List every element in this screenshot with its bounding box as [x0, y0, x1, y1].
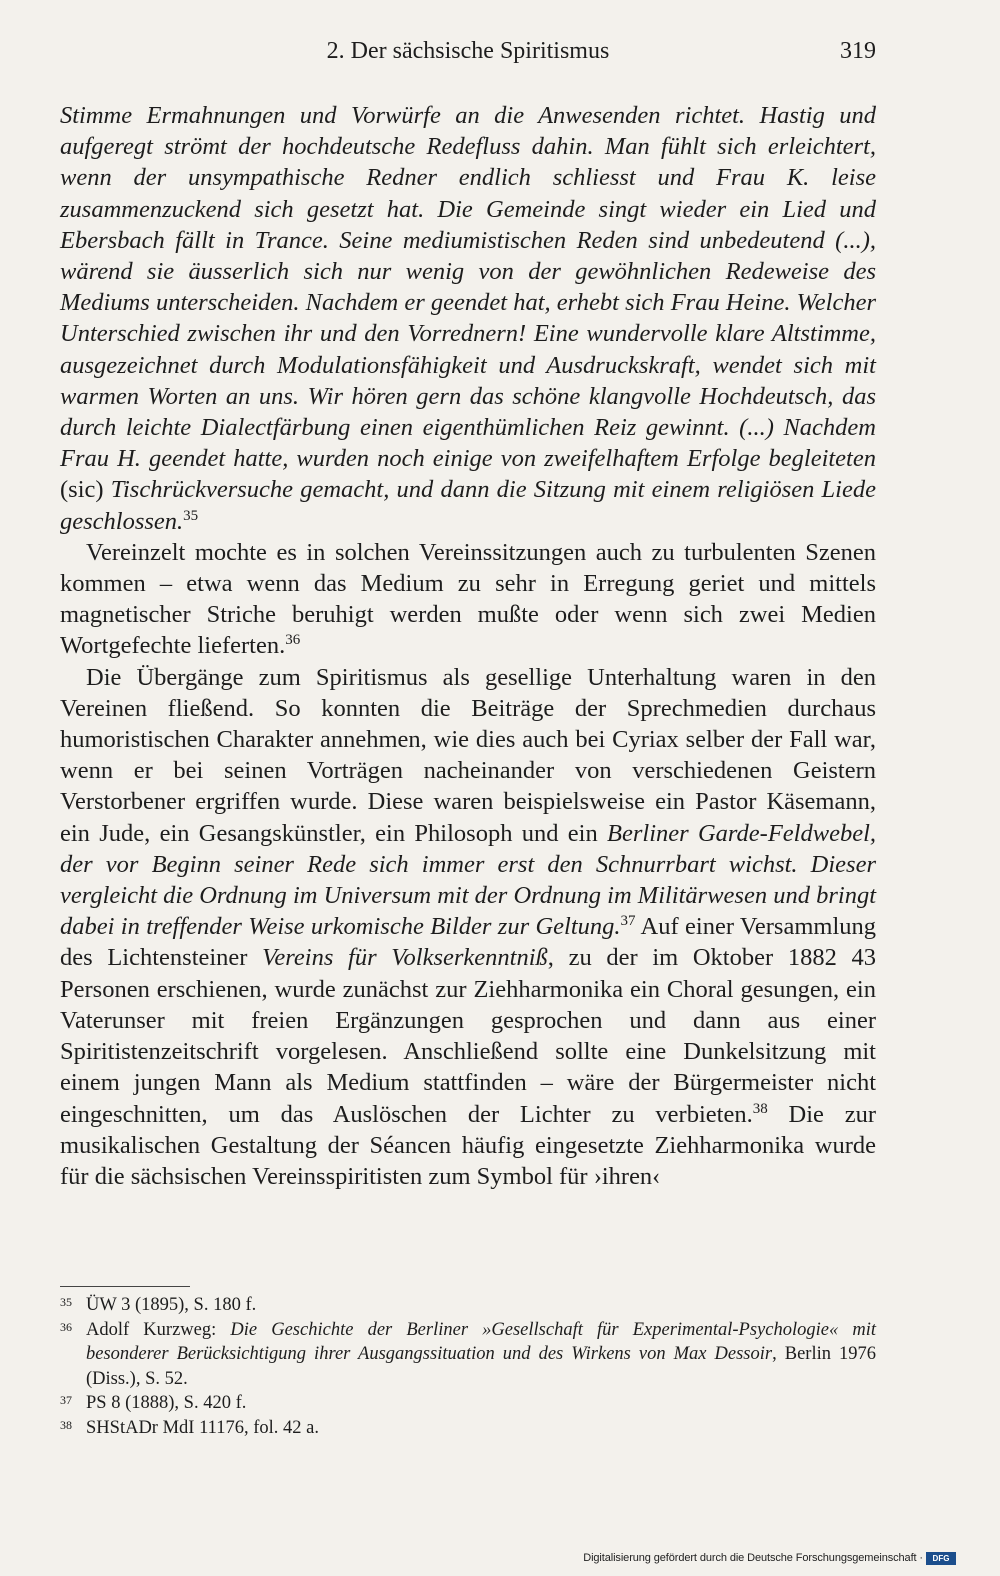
footnote-text: SHStADr MdI 11176, fol. 42 a. [86, 1417, 319, 1438]
footnote-36 [60, 1318, 876, 1392]
paragraph-2 [60, 537, 876, 662]
footnote-number: 36 [60, 1319, 72, 1334]
paragraph-3-text-3: , zu der im Oktober 1882 43 Personen erschienen, wurde zunächst zur Ziehharmonika ein Choral gesungen, ein Vaterunser mit freien Ergänzungen gesprochen und dann aus einer Spiritistenzeitschrift vorgelesen. Anschließend sollte eine Dunkelsitzung mit einem jungen Mann als Medium stattfinden – wäre der Bürgermeister nicht eingeschnitten, um das Auslöschen der Lichter zu verbieten. [60, 944, 876, 1128]
footnote-title: Die Geschichte der Berliner »Gesellschaft für Experimental-Psychologie« mit besonderer Berücksichtigung ihrer Ausgangssituation und des Wirkens von Max Dessoir [86, 1319, 876, 1364]
paragraph-3 [60, 662, 876, 1192]
footnote-number: 35 [60, 1295, 72, 1309]
footnote-divider [60, 1286, 190, 1287]
footnote-number: 37 [60, 1393, 72, 1407]
quote-text-1: Stimme Ermahnungen und Vorwürfe an die Anwesenden richtet. Hastig und aufgeregt strömt der hochdeutsche Redefluss dahin. Man fühlt sich erleichtert, wenn der unsympathische Redner endlich schliesst und Frau K. leise zusammenzuckend sich gesetzt hat. Die Gemeinde singt wieder ein Lied und Ebersbach fällt in Trance. Seine mediumistischen Reden sind unbedeutend (...), wärend sie äusserlich sich nur wenig von der gewöhnlichen Redeweise des Mediums unterscheiden. Nachdem er geendet hat, erhebt sich Frau Heine. Welcher Unterschied zwischen ihr und den Vorrednern! Eine wundervolle klare Altstimme, ausgezeichnet durch Modulationsfähigkeit und Ausdruckskraft, wendet sich mit warmen Worten an uns. Wir hören gern das schöne klangvolle Hochdeutsch, das durch leichte Dialectfärbung einen eigenthümlichen Reiz gewinnt. (...) Nachdem Frau H. geendet hatte, wurden noch einige von zweifelhaftem Erfolge begleiteten [60, 102, 876, 473]
footnote-ref-36[interactable]: 36 [285, 632, 301, 649]
footnote-author: Adolf Kurzweg: [86, 1319, 231, 1340]
footnote-ref-35[interactable]: 35 [183, 507, 199, 524]
paragraph-3-text-4: Die zur musikalischen Gestaltung der Séancen häufig eingesetzte Ziehharmonika wurde für die sächsischen Vereinsspiritisten zum Symbol für ›ihren‹ [60, 1100, 876, 1190]
page-number: 319 [840, 38, 876, 64]
footnote-ref-38[interactable]: 38 [752, 1100, 768, 1117]
footnotes [60, 1293, 876, 1440]
paragraph-quote [60, 100, 876, 537]
paragraph-3-text-2: Auf einer Versammlung des Lichtensteiner [60, 913, 876, 972]
running-head [60, 38, 876, 72]
paragraph-3-italic-2: Vereins für Volkserkenntniß [262, 944, 548, 972]
quote-text-2: Tischrückversuche gemacht, und dann die Sitzung mit einem religiösen Liede geschlossen. [60, 476, 876, 535]
footnote-number: 38 [60, 1417, 72, 1432]
paragraph-3-italic-1: Berliner Garde-Feldwebel, der vor Beginn seiner Rede sich immer erst den Schnurrbart wichst. Dieser vergleicht die Ordnung im Universum mit der Ordnung im Militärwesen und bringt dabei in treffender Weise urkomische Bilder zur Geltung. [60, 819, 876, 941]
paragraph-2-text: Vereinzelt mochte es in solchen Vereinssitzungen auch zu turbulenten Szenen kommen – etwa wenn das Medium zu sehr in Erregung geriet und mittels magnetischer Striche beruhigt werden mußte oder wenn sich zwei Medien Wortgefechte lieferten. [60, 538, 876, 660]
running-title: 2. Der sächsische Spiritismus [326, 38, 610, 64]
paragraph-3-text-1: Die Übergänge zum Spiritismus als gesellige Unterhaltung waren in den Vereinen fließend. So konnten die Beiträge der Sprechmedien durchaus humoristischen Charakter annehmen, wie dies auch bei Cyriax selber der Fall war, wenn er bei seinen Vorträgen nacheinander von verschiedenen Geistern Verstorbener ergriffen wurde. Diese waren beispielsweise ein Pastor Käsemann, ein Jude, ein Gesangskünstler, ein Philosoph und ein [60, 663, 876, 847]
sic-note: (sic) [60, 476, 111, 504]
credit-text: Digitalisierung gefördert durch die Deutsche Forschungsgemeinschaft · [583, 1552, 923, 1564]
footnote-text: PS 8 (1888), S. 420 f. [86, 1393, 247, 1413]
main-text [60, 100, 876, 1192]
footnote-35 [60, 1293, 876, 1318]
footnote-37 [60, 1391, 876, 1416]
digitization-credit [583, 1548, 956, 1568]
footnote-ref-37[interactable]: 37 [620, 913, 636, 930]
footnote-text: ÜW 3 (1895), S. 180 f. [86, 1295, 257, 1315]
footnote-text: , Berlin 1976 (Diss.), S. 52. [86, 1344, 876, 1389]
footnote-38 [60, 1416, 876, 1441]
dfg-logo: DFG [926, 1552, 956, 1565]
